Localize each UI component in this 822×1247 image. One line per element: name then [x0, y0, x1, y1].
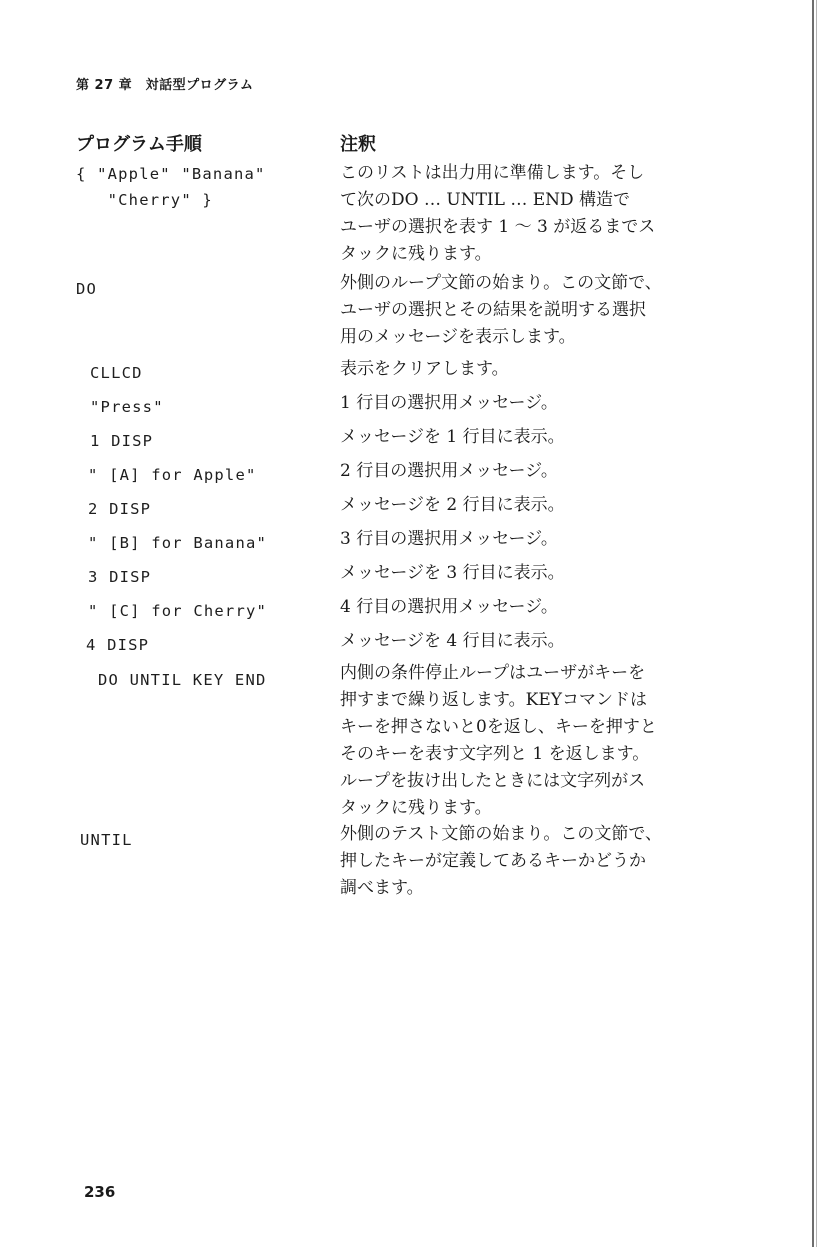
note-1-disp [340, 424, 700, 451]
note-line: キーを押さないと0を返し、キーを押すと [340, 717, 657, 737]
running-head: 第 27 章 対話型プログラム [76, 78, 254, 93]
note-line: 外側のテスト文節の始まり。この文節で、 [340, 824, 662, 844]
column-heading-notes: 注釈 [340, 134, 376, 155]
note-line: メッセージを 4 行目に表示。 [340, 631, 565, 651]
note-until [340, 821, 700, 902]
note-4-disp [340, 628, 700, 655]
note-list [340, 160, 700, 268]
note-line: 3 行目の選択用メッセージ。 [340, 529, 558, 549]
note-press [340, 390, 700, 417]
code-do-until-key-end: DO UNTIL KEY END [98, 671, 267, 689]
code-apple-message: " [A] for Apple" [88, 466, 257, 484]
page-edge-line-secondary [816, 0, 817, 1247]
note-line: 押したキーが定義してあるキーかどうか [340, 851, 646, 871]
code-do: DO [76, 280, 98, 298]
note-apple-message [340, 458, 700, 485]
note-line: メッセージを 2 行目に表示。 [340, 495, 565, 515]
code-press: "Press" [90, 398, 164, 416]
note-line: 用のメッセージを表示します。 [340, 327, 576, 347]
code-list-line-2: "Cherry" } [76, 191, 213, 209]
code-list-line-1: { "Apple" "Banana" [76, 165, 266, 183]
note-do [340, 270, 700, 351]
note-line: ユーザの選択を表す 1 ～ 3 が返るまでス [340, 217, 656, 237]
page-edge-line [812, 0, 814, 1247]
note-line: このリストは出力用に準備します。そし [340, 163, 645, 183]
note-cherry-message [340, 594, 700, 621]
note-line: 表示をクリアします。 [340, 359, 509, 379]
note-2-disp [340, 492, 700, 519]
code-2-disp: 2 DISP [88, 500, 152, 518]
note-line: そのキーを表す文字列と 1 を返します。 [340, 744, 650, 764]
note-line: タックに残ります。 [340, 244, 492, 264]
note-line: 調べます。 [340, 878, 424, 898]
code-3-disp: 3 DISP [88, 568, 152, 586]
note-line: 1 行目の選択用メッセージ。 [340, 393, 558, 413]
note-line: 外側のループ文節の始まり。この文節で、 [340, 273, 662, 293]
note-line: 押すまで繰り返します。KEYコマンドは [340, 690, 647, 710]
note-line: 2 行目の選択用メッセージ。 [340, 461, 558, 481]
note-line: メッセージを 1 行目に表示。 [340, 427, 565, 447]
note-line: 内側の条件停止ループはユーザがキーを [340, 663, 646, 683]
note-3-disp [340, 560, 700, 587]
note-line: ユーザの選択とその結果を説明する選択 [340, 300, 646, 320]
note-line: タックに残ります。 [340, 798, 492, 818]
code-4-disp: 4 DISP [86, 636, 150, 654]
note-line: 4 行目の選択用メッセージ。 [340, 597, 558, 617]
note-banana-message [340, 526, 700, 553]
note-line: ループを抜け出したときには文字列がス [340, 771, 646, 791]
page-number: 236 [84, 1183, 116, 1201]
note-line: メッセージを 3 行目に表示。 [340, 563, 565, 583]
column-heading-program-steps: プログラム手順 [76, 134, 202, 155]
code-cllcd: CLLCD [90, 364, 143, 382]
code-cherry-message: " [C] for Cherry" [88, 602, 268, 620]
code-banana-message: " [B] for Banana" [88, 534, 268, 552]
note-line: て次のDO … UNTIL … END 構造で [340, 190, 631, 210]
code-until: UNTIL [80, 831, 133, 849]
code-1-disp: 1 DISP [90, 432, 154, 450]
note-cllcd [340, 356, 700, 383]
note-do-until-key-end [340, 660, 700, 822]
